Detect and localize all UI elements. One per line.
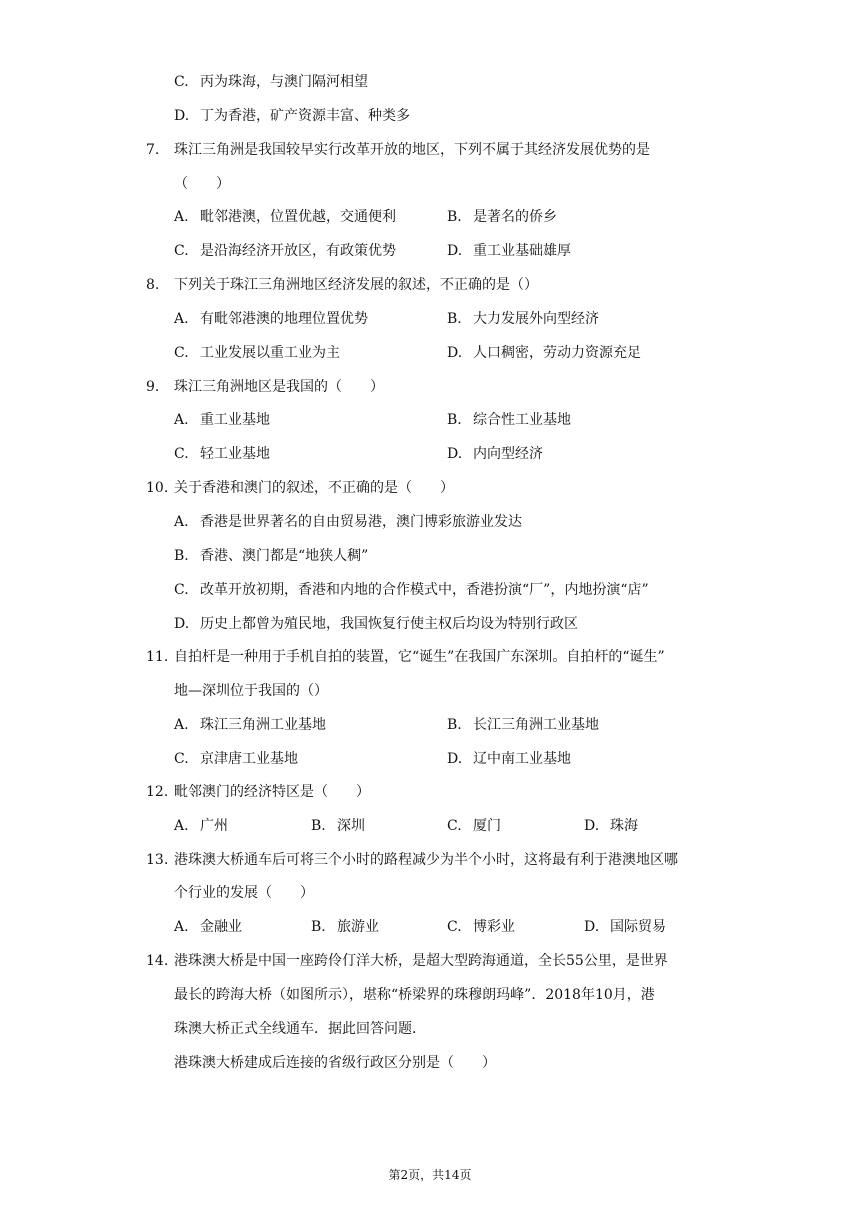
- option-text: 毗邻港澳，位置优越，交通便利: [200, 209, 396, 225]
- page-footer: 第2页，共14页: [388, 1168, 472, 1182]
- option-letter: B.: [311, 919, 326, 935]
- option-text: 有毗邻港澳的地理位置优势: [200, 311, 368, 327]
- question-10-option-c: [174, 580, 649, 600]
- option-text: 丙为珠海，与澳门隔河相望: [200, 74, 368, 90]
- question-8-number: 8.: [146, 277, 160, 293]
- question-10-number: 10.: [146, 480, 169, 496]
- option-letter: A.: [174, 514, 189, 530]
- option-text: 厦门: [473, 818, 501, 834]
- option-letter: B.: [447, 311, 462, 327]
- option-text: 辽中南工业基地: [473, 751, 571, 767]
- question-13-number: 13.: [146, 852, 169, 868]
- option-letter: C.: [447, 818, 462, 834]
- question-7-option-b: [447, 207, 557, 227]
- question-9-option-c: [174, 444, 270, 464]
- option-letter: D.: [447, 751, 463, 767]
- option-letter: A.: [174, 919, 189, 935]
- option-letter: C.: [174, 446, 189, 462]
- option-letter: C.: [174, 243, 189, 259]
- option-letter: D.: [584, 818, 600, 834]
- option-letter: A.: [174, 209, 189, 225]
- option-letter: D.: [447, 345, 463, 361]
- question-11-number: 11.: [146, 649, 169, 665]
- question-12-option-c: [447, 816, 501, 836]
- option-text: 改革开放初期，香港和内地的合作模式中，香港扮演“厂”，内地扮演“店”: [200, 582, 649, 598]
- option-text: 丁为香港，矿产资源丰富、种类多: [200, 108, 410, 124]
- option-text: 大力发展外向型经济: [473, 311, 599, 327]
- option-letter: C.: [174, 345, 189, 361]
- question-7-text-line-2: （ ）: [174, 176, 230, 192]
- question-10-option-a: [174, 512, 522, 532]
- question-7-text-line-1: 珠江三角洲是我国较早实行改革开放的地区，下列不属于其经济发展优势的是: [174, 142, 650, 158]
- question-12-option-a: [174, 816, 228, 836]
- option-letter: C.: [174, 751, 189, 767]
- option-text: 重工业基础雄厚: [473, 243, 571, 259]
- option-letter: C.: [174, 582, 189, 598]
- question-11-option-a: [174, 715, 326, 735]
- option-letter: A.: [174, 717, 189, 733]
- question-11-text-line-1: 自拍杆是一种用于手机自拍的装置，它“诞生”在我国广东深圳。自拍杆的“诞生”: [174, 649, 665, 665]
- question-11-text-line-2: 地—深圳位于我国的（）: [174, 683, 328, 699]
- option-text: 博彩业: [473, 919, 515, 935]
- question-13-text-line-2: 个行业的发展（ ）: [174, 885, 314, 901]
- option-letter: D.: [584, 919, 600, 935]
- question-12-option-d: [584, 816, 638, 836]
- option-text: 人口稠密，劳动力资源充足: [473, 345, 641, 361]
- question-12-number: 12.: [146, 784, 169, 800]
- option-text: 历史上都曾为殖民地，我国恢复行使主权后均设为特别行政区: [200, 616, 578, 632]
- option-text: 长江三角洲工业基地: [473, 717, 599, 733]
- option-letter: D.: [174, 108, 190, 124]
- option-letter: B.: [447, 209, 462, 225]
- option-letter: D.: [447, 446, 463, 462]
- option-letter: D.: [447, 243, 463, 259]
- question-14-text-line-4: 港珠澳大桥建成后连接的省级行政区分别是（ ）: [174, 1055, 496, 1071]
- question-7-option-a: [174, 207, 396, 227]
- option-text: 珠江三角洲工业基地: [200, 717, 326, 733]
- option-d-prev: [174, 106, 410, 126]
- option-text: 旅游业: [337, 919, 379, 935]
- question-14-text-line-1: 港珠澳大桥是中国一座跨伶仃洋大桥，是超大型跨海通道，全长55公里，是世界: [174, 953, 668, 969]
- option-letter: B.: [174, 548, 189, 564]
- question-10-option-d: [174, 614, 578, 634]
- option-text: 综合性工业基地: [473, 412, 571, 428]
- question-11-option-d: [447, 749, 571, 769]
- option-text: 是沿海经济开放区，有政策优势: [200, 243, 396, 259]
- option-letter: B.: [447, 412, 462, 428]
- option-text: 广州: [200, 818, 228, 834]
- question-10-text: 关于香港和澳门的叙述，不正确的是（ ）: [174, 480, 454, 496]
- question-14-number: 14.: [146, 953, 169, 969]
- question-13-option-c: [447, 917, 515, 937]
- option-letter: A.: [174, 818, 189, 834]
- option-text: 京津唐工业基地: [200, 751, 298, 767]
- option-text: 香港、澳门都是“地狭人稠”: [200, 548, 369, 564]
- question-13-option-a: [174, 917, 242, 937]
- question-10-option-b: [174, 546, 368, 566]
- question-8-option-b: [447, 309, 599, 329]
- question-11-option-c: [174, 749, 298, 769]
- option-text: 金融业: [200, 919, 242, 935]
- question-7-option-c: [174, 241, 396, 261]
- question-8-text: 下列关于珠江三角洲地区经济发展的叙述，不正确的是（）: [174, 277, 538, 293]
- option-text: 工业发展以重工业为主: [200, 345, 340, 361]
- option-text: 是著名的侨乡: [473, 209, 557, 225]
- option-letter: B.: [447, 717, 462, 733]
- question-11-option-b: [447, 715, 599, 735]
- option-text: 国际贸易: [610, 919, 666, 935]
- question-9-option-d: [447, 444, 543, 464]
- question-14-text-line-2: 最长的跨海大桥（如图所示），堪称“桥梁界的珠穆朗玛峰”．2018年10月，港: [174, 987, 655, 1003]
- option-letter: C.: [447, 919, 462, 935]
- option-text: 深圳: [337, 818, 365, 834]
- option-text: 内向型经济: [473, 446, 543, 462]
- question-12-text: 毗邻澳门的经济特区是（ ）: [174, 784, 370, 800]
- option-text: 轻工业基地: [200, 446, 270, 462]
- option-text: 珠海: [610, 818, 638, 834]
- question-9-number: 9.: [146, 379, 160, 395]
- option-letter: D.: [174, 616, 190, 632]
- question-7-number: 7.: [146, 142, 160, 158]
- question-13-option-b: [311, 917, 379, 937]
- option-letter: A.: [174, 311, 189, 327]
- option-text: 重工业基地: [200, 412, 270, 428]
- question-9-option-b: [447, 410, 571, 430]
- option-letter: A.: [174, 412, 189, 428]
- question-12-option-b: [311, 816, 365, 836]
- question-13-option-d: [584, 917, 666, 937]
- question-9-text: 珠江三角洲地区是我国的（ ）: [174, 379, 384, 395]
- question-9-option-a: [174, 410, 270, 430]
- question-14-text-line-3: 珠澳大桥正式全线通车．据此回答问题．: [174, 1021, 426, 1037]
- option-text: 香港是世界著名的自由贸易港，澳门博彩旅游业发达: [200, 514, 522, 530]
- option-letter: B.: [311, 818, 326, 834]
- option-c-prev: [174, 72, 368, 92]
- question-8-option-a: [174, 309, 368, 329]
- question-7-option-d: [447, 241, 571, 261]
- question-13-text-line-1: 港珠澳大桥通车后可将三个小时的路程减少为半个小时，这将最有利于港澳地区哪: [174, 852, 678, 868]
- question-8-option-c: [174, 343, 340, 363]
- question-8-option-d: [447, 343, 641, 363]
- option-letter: C.: [174, 74, 189, 90]
